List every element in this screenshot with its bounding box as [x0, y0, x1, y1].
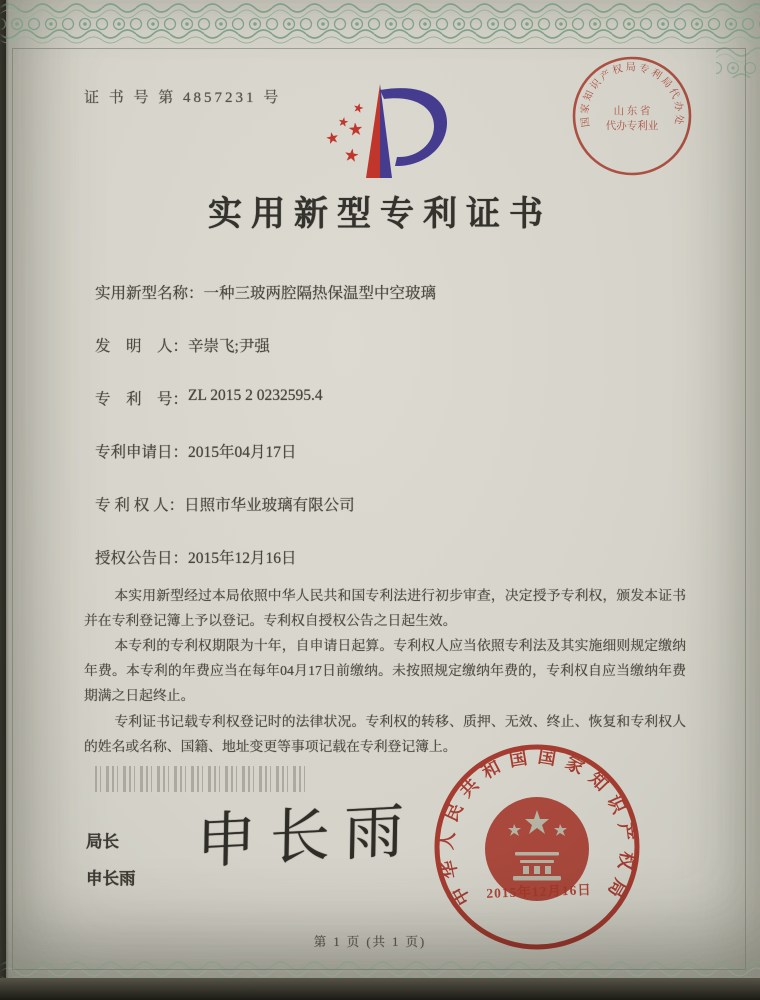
handwritten-signature: 申长雨 — [195, 797, 419, 876]
officer-name-label: 申长雨 — [86, 869, 136, 888]
field-value: 2015年04月17日 — [188, 444, 297, 461]
seal-date: 2015年12月16日 — [486, 882, 593, 901]
officer-title-label: 局长 — [86, 832, 119, 851]
seal-ring-text: 中华人民共和国国家知识产权局 — [436, 746, 638, 909]
official-seal — [430, 740, 644, 954]
field-filing-date — [95, 440, 675, 462]
barcode — [95, 766, 309, 792]
field-grant-date — [95, 546, 675, 568]
field-value: 一种三玻两腔隔热保温型中空玻璃 — [203, 285, 437, 302]
agency-stamp-center-line1: 山 东 省 — [613, 106, 651, 117]
logo-star-icon: ★ — [342, 145, 361, 166]
legal-paragraph-1: 本实用新型经过本局依照中华人民共和国专利法进行初步审查，决定授予专利权，颁发本证书并在专利登记簿上予以登记。专利权自授权公告之日起生效。 — [84, 588, 686, 629]
guilloche-border-bottom — [0, 958, 760, 980]
logo-star-icon: ★ — [351, 99, 366, 117]
field-value: 辛崇飞;尹强 — [188, 338, 270, 355]
certificate-fields — [95, 281, 675, 599]
logo-star-icon: ★ — [324, 129, 341, 149]
legal-text — [84, 583, 686, 759]
guilloche-border-right — [716, 44, 760, 78]
field-label: 专 利 号： — [95, 391, 189, 408]
field-label: 实用新型名称： — [95, 285, 204, 302]
logo-star-icon: ★ — [347, 119, 365, 140]
officer-block — [86, 828, 136, 889]
field-inventors — [95, 334, 675, 356]
field-value: ZL 2015 2 0232595.4 — [188, 387, 323, 404]
photo-edge-left — [0, 0, 9, 1000]
sipo-logo-icon — [300, 80, 460, 184]
field-patentee — [95, 493, 675, 515]
agency-stamp-seal — [566, 50, 698, 182]
field-label: 专 利 权 人： — [95, 497, 185, 514]
page-footer: 第 1 页 (共 1 页) — [313, 935, 427, 949]
field-value: 日照市华业玻璃有限公司 — [184, 497, 355, 514]
legal-paragraph-3: 专利证书记载专利权登记时的法律状况。专利权的转移、质押、无效、终止、恢复和专利权人的姓名或名称、国籍、地址变更等事项记载在专利登记簿上。 — [84, 713, 686, 754]
logo-star-icon: ★ — [336, 114, 350, 130]
agency-stamp-ring-text: 国家知识产权局专利局代办处 — [579, 62, 685, 128]
certificate-number: 证 书 号 第 4857231 号 — [84, 90, 282, 106]
legal-paragraph-2: 本专利的专利权期限为十年，自申请日起算。专利权人应当依照专利法及其实施细则规定缴纳年费。本专利的年费应当在每年04月17日前缴纳。未按照规定缴纳年费的，专利权自应当缴纳年费期满之日起终止。 — [84, 638, 686, 704]
photo-edge-bottom — [0, 978, 760, 1000]
field-patent-number — [95, 387, 675, 409]
agency-stamp-center-line2: 代办专利业 — [605, 121, 659, 132]
field-label: 专利申请日： — [95, 444, 189, 461]
certificate-title: 实用新型专利证书 — [208, 196, 552, 233]
field-label: 发 明 人： — [95, 338, 189, 355]
field-value: 2015年12月16日 — [188, 550, 297, 567]
guilloche-border-top — [0, 0, 760, 46]
field-label: 授权公告日： — [95, 550, 189, 567]
field-utility-model-name — [95, 281, 675, 303]
